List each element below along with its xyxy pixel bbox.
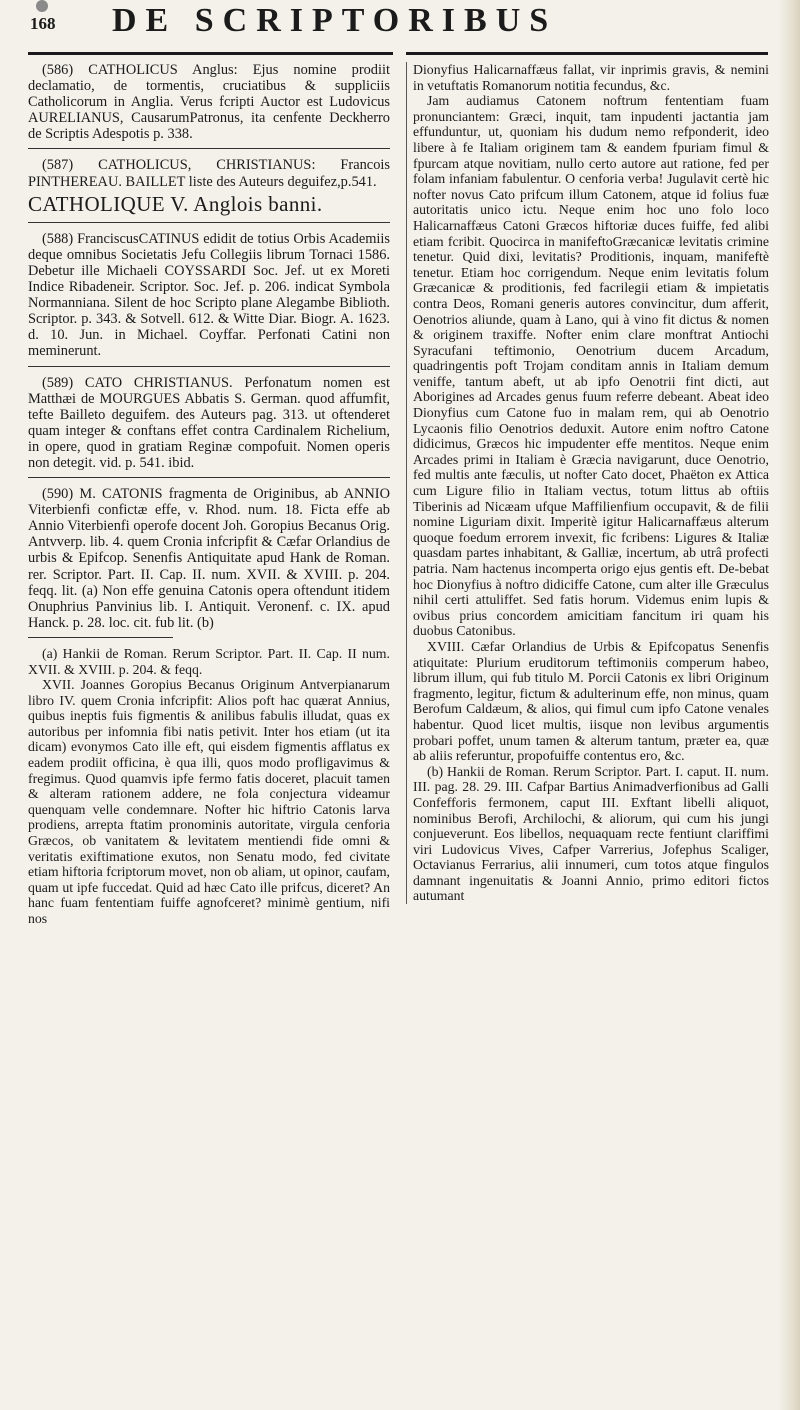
entry-588: (588) FranciscusCATINUS edidit de totius Orbis Academiis deque omnibus Societatis Jefu Collegiis librum Tornaci 1586. Debetur ille Michaeli COYSSARDI Soc. Jef. ut ex Moreti Indice Ribadeneir. Scriptor. Soc. Jef. p. 206. indicat Symbola Normanniana. Silent de hoc Scripto plane Alegambe Biblioth. Scriptor. p. 343. & Sotvell. 612. & Witte Diar. Biogr. A. 1623. d. 10. Jun. in Michael. Coyffar. Perfonati Catini non meminerunt. (28, 230, 390, 360)
note-separator (28, 637, 173, 638)
catonis-quote: Jam audiamus Catonem noftrum fententiam fuam pronunciantem: Græci, inquit, tam inpudenti jactantia jam effunduntur, ut, quoniam his dudum nemo refponderit, ideo libere à fe Italiam originem tam & eandem fpuriam fimul & fpurcam atque novitiam, nullo certo autore aut ratione, fed per folam infaniam fabulentur. O cenforia verba! Jugulavit certè hic nofter novus Cato prifcum illum Catonem, atque id folius fuæ autoritatis unico ictu. Neque enim hoc uno folo loco Halicarnaffæus Catoni Græcos hiftoriæ duces fuiffe, fed alibi etiam fcribit. Quocirca in manifeftoGræcanicæ levitatis crimine tenetur. Quid dixi, levitatis? Proditionis, inquam, manifeftè tenetur. Etiam hoc corrigendum. Neque enim levitatis folum Græcanicæ & proditionis, fed facrilegii etiam & impietatis contra Deos, Romani generis autores convincitur, dum afferit, Oenotrios aliunde, quam à Lano, qui à vino fit dictus & nomen & originem traxiffe. Nofter enim clare monftrat Antiochi Syracufani teftimonio, Oenotrium ducem Arcadum, quadringentis poft Trojam conditam annis in Italiam demum veniffe, tantum abeft, ut ab ipfo Oenotrii fint dicti, aut Aborigines ad Arcades genus fuum referre debeant. Abeat ideo Dionyfius cum Catone fuo in malam rem, qui ab Oenotrio Lycaonis filio Oenotrios deduxit. Autore enim noftro Catone didicimus, Græcos hic impudenter effe mentitos. Neque enim Arcades primi in Italiam è Græcia navigarunt, duce Oenotrio, fed multis ante fæculis, ut nofter Cato docet, Phaëton ex Attica cum Ligure filio in Italiam vectus, totum littus ab oftiis Tiberinis ad Nicæam ufque Maffilienfium occupavit, & de filii nomine Liguriam dixit. Imperitè igitur Halicarnaffæus alterum quoque foedum errorem invexit, fic fcribens: Ligures & Italiæ quasdam partes inhabitant, & Galliæ, incertum, ab utrâ profecti patria. Nam hactenus incomperta origo ejus gentis eft. De-bebat hoc Dionyfius à noftro didiciffe Catone, cum alter ille Græculus nihil certi attuliffet. Sed fatis horum. Videmus enim lupis & ovibus prius concordem amicitiam fancitum iri quam his duobus Catonibus. (413, 93, 769, 639)
running-head: DE SCRIPTORIBUS (112, 2, 558, 39)
footnote-a-text: XVII. Joannes Goropius Becanus Originum Antverpianarum libro IV. quem Cronia infcripfit: Alios poft hac quærat Annius, quibus ineptis fuis figmentis & anilibus fabulis illudat, quas ex autoribus per infomnia fibi natis petivit. Inter hos etiam (ut ita dicam) evonymos Cato ille eft, qui eisdem figmentis afflatus ex eadem prodiit officina, è qua illi, quos modo profligavimus & fregimus. Quod quamvis ipfe fermo fatis doceret, placuit tamen & alteram rationem addere, ne fola conjectura videamur quenquam velle condemnare. Nofter hic hiftrio Catonis larva prodiens, arrepta ftatim pronominis autoritate, virgula cenforia Græcos, ob vanitatem & levitatem mentiendi fide omni & veritatis exiftimatione exutos, non Senatu modo, fed civitate etiam hiftoria fcriptorum movet, non ob aliam, ut opinor, caufam, quam ut ipfe fuccedat. Quid ad hæc Cato ille prifcus, diceret? An hanc fuam fententiam fuiffe agnofceret? minimè gentium, nifi nos (28, 677, 390, 926)
page-header (0, 0, 800, 50)
page-number: 168 (30, 14, 56, 33)
separator (28, 477, 390, 478)
entry-587: (587) CATHOLICUS, CHRISTIANUS: Francois PINTHEREAU. BAILLET liste des Auteurs deguifez,p.541. (28, 157, 390, 190)
footnote-b: (b) Hankii de Roman. Rerum Scriptor. Part. I. caput. II. num. III. pag. 28. 29. III. Cafpar Bartius Animadverfionibus ad Galli Confefforis fermonem, caput III. Exftant libelli aliquot, nominibus Berofi, Archilochi, & aliorum, qui cum his jungi conjueverunt. Eos libellos, nequaquam recte fentiunt clariffimi viri Ludovicus Vives, Cafper Varrerius, Jofephus Scaliger, Octavianus Ferrarius, alii innumeri, cum totos atque fingulos damnant ingenuitatis & Joanni Annio, primo editori fictos autumant (413, 763, 769, 904)
separator (28, 148, 390, 149)
header-rule-right (406, 52, 768, 55)
header-rule-left (28, 52, 393, 55)
separator (28, 222, 390, 223)
entry-589: (589) CATO CHRISTIANUS. Perfonatum nomen est Matthæi de MOURGUES Abbatis S. German. quod affumfit, tefte Bailleto deguifem. des Auteurs pag. 313. ut oftenderet quam integer & conftans effet contra Cardinalem Richelium, in opere, quod in gratiam Reginæ compofuit. Nomen operis non detegit. vid. p. 541. ibid. (28, 374, 390, 471)
section-heading-catholique: CATHOLIQUE V. Anglois banni. (28, 191, 323, 216)
left-column (28, 62, 390, 927)
right-column (406, 62, 769, 904)
entry-590: (590) M. CATONIS fragmenta de Originibus, ab ANNIO Viterbienfi confictæ effe, v. Rhod. num. 18. Ficta effe ab Annio Viterbienfi operofe docent Joh. Goropius Becanus Orig. Antvverp. lib. 4. quem Cronia infcripfit & Cæfar Orlandius de urbis & Epifcop. Senenfis Antiquitate apud Hank de Roman. rer. Scriptor. Part. II. Cap. II. num. XVII. & XVIII. p. 204. feqq. lit. (a) Non effe genuina Catonis opera oftendunt itidem Onuphrius Panvinius lib. I. Antiquit. Veronenf. c. IX. apud Hanck. p. 28. loc. cit. fub lit. (b) (28, 486, 390, 631)
footnote-a: (a) Hankii de Roman. Rerum Scriptor. Part. II. Cap. II num. XVII. & XVIII. p. 204. & feqq. (28, 645, 390, 677)
separator (28, 366, 390, 367)
entry-586: (586) CATHOLICUS Anglus: Ejus nomine prodiit declamatio, de tormentis, cruciatibus & suppliciis Catholicorum in Anglia. Verus fcripti Auctor est Ludovicus AURELIANUS, CausarumPatronus, ita cenfente Deckherro de Scriptis Adespotis p. 338. (28, 62, 390, 143)
page-edge (778, 0, 800, 1410)
continued-note: Dionyfius Halicarnaffæus fallat, vir inprimis gravis, & nemini in vetuftatis Romanorum notitia fecundus, &c. (413, 62, 769, 93)
orlandius-note: XVIII. Cæfar Orlandius de Urbis & Epifcopatus Senenfis atiquitate: Plurium eruditorum teftimoniis comperum habeo, librum illum, qui fub titulo M. Porcii Catonis ex libri Originum fragmento, legitur, fictum & adulterinum effe, non minus, quam Berofum Caldæum, & alios, qui fimul cum ipfo Catone venales habentur. Quod licet multis, iisque non levibus argumentis probari poffet, unum tamen & alterum tantum, præter ea, quæ ab aliis referuntur, propofuiffe contentus ero, &c. (413, 638, 769, 764)
